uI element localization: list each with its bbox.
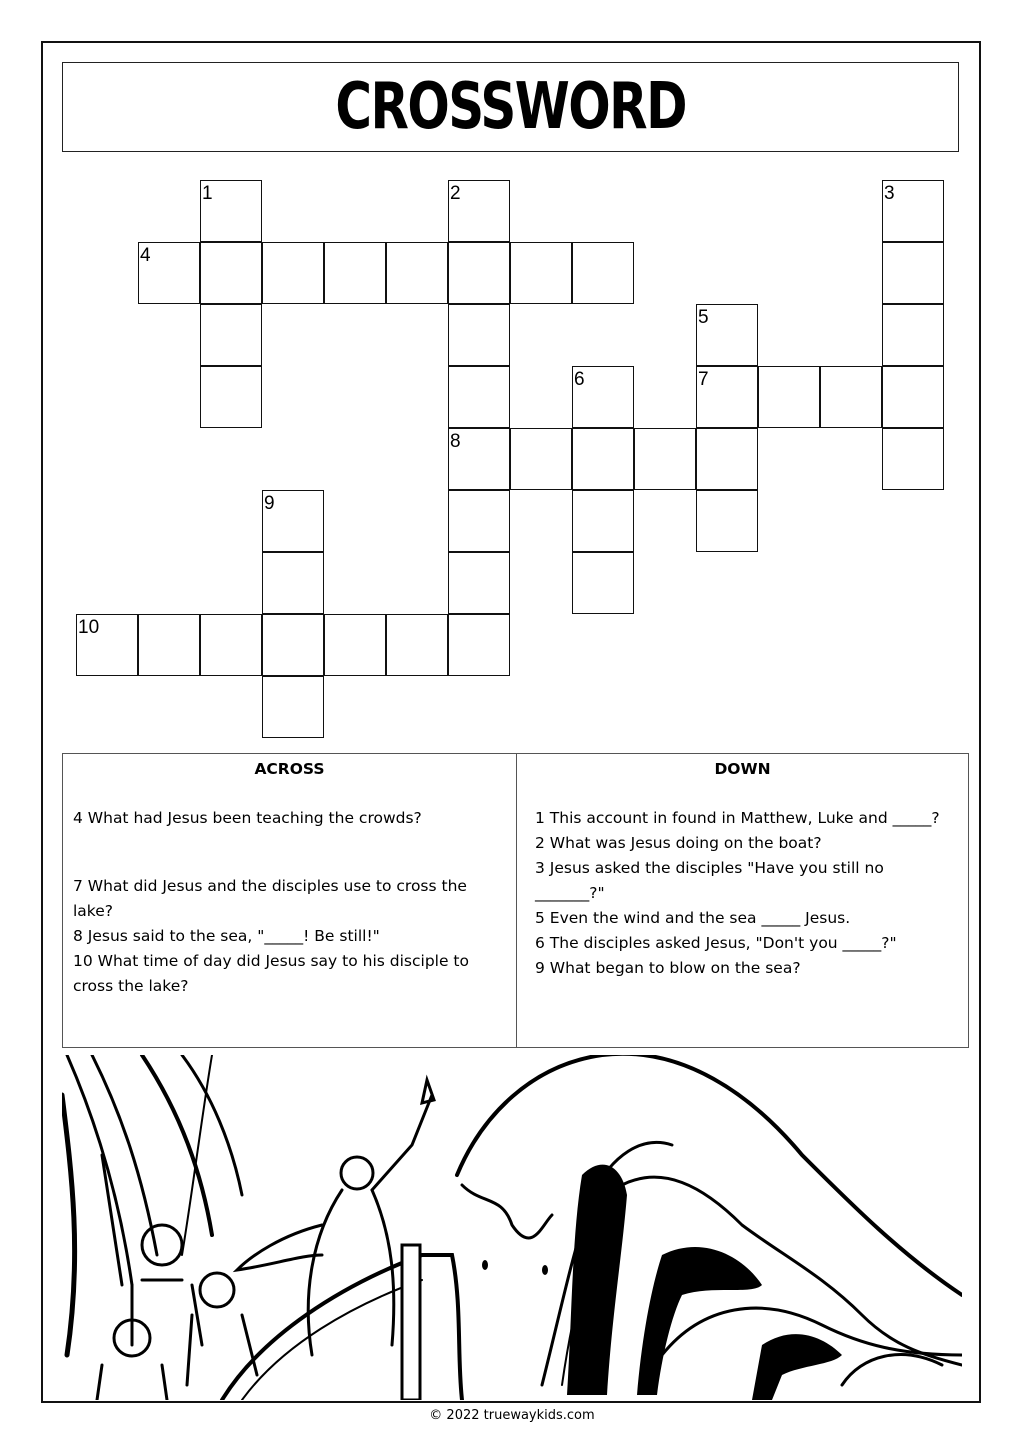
- crossword-cell[interactable]: [448, 552, 510, 614]
- across-clue-7: 7 What did Jesus and the disciples use to cross the lake?: [73, 877, 467, 920]
- crossword-cell[interactable]: [572, 242, 634, 304]
- across-heading: ACROSS: [254, 760, 325, 778]
- across-clue-8: 8 Jesus said to the sea, "_____! Be still!": [73, 927, 380, 945]
- crossword-cell[interactable]: [200, 366, 262, 428]
- crossword-cell[interactable]: [324, 614, 386, 676]
- storm-illustration: [62, 1055, 962, 1400]
- crossword-cell[interactable]: [262, 614, 324, 676]
- crossword-cell[interactable]: [510, 242, 572, 304]
- crossword-cell[interactable]: [882, 366, 944, 428]
- clues-table: [62, 753, 969, 1048]
- clue-number: 6: [574, 369, 585, 390]
- crossword-cell[interactable]: [696, 304, 758, 366]
- down-clue-2: 2 What was Jesus doing on the boat?: [535, 834, 822, 852]
- crossword-cell[interactable]: [448, 490, 510, 552]
- down-clue-9: 9 What began to blow on the sea?: [535, 959, 801, 977]
- down-clue-6: 6 The disciples asked Jesus, "Don't you _____?": [535, 934, 897, 952]
- crossword-cell[interactable]: [572, 490, 634, 552]
- crossword-cell[interactable]: [696, 428, 758, 490]
- crossword-cell[interactable]: [262, 490, 324, 552]
- down-heading: DOWN: [714, 760, 771, 778]
- across-clues: [63, 754, 517, 1047]
- clue-number: 5: [698, 307, 709, 328]
- crossword-cell[interactable]: [386, 614, 448, 676]
- crossword-cell[interactable]: [448, 242, 510, 304]
- jesus-calms-storm-image: [62, 1055, 962, 1400]
- clue-number: 9: [264, 493, 275, 514]
- crossword-cell[interactable]: [882, 242, 944, 304]
- crossword-cell[interactable]: [76, 614, 138, 676]
- crossword-cell[interactable]: [200, 180, 262, 242]
- crossword-cell[interactable]: [634, 428, 696, 490]
- clue-number: 3: [884, 183, 895, 204]
- clue-number: 2: [450, 183, 461, 204]
- crossword-cell[interactable]: [448, 304, 510, 366]
- across-clue-list: [73, 806, 506, 999]
- crossword-cell[interactable]: [882, 304, 944, 366]
- crossword-cell[interactable]: [572, 552, 634, 614]
- crossword-cell[interactable]: [200, 242, 262, 304]
- down-clue-list: [527, 806, 958, 981]
- clue-number: 8: [450, 431, 461, 452]
- crossword-cell[interactable]: [448, 366, 510, 428]
- clue-number: 7: [698, 369, 709, 390]
- crossword-cell[interactable]: [138, 242, 200, 304]
- crossword-cell[interactable]: [696, 366, 758, 428]
- page-title: CROSSWORD: [335, 70, 686, 144]
- crossword-cell[interactable]: [572, 428, 634, 490]
- clue-number: 4: [140, 245, 151, 266]
- crossword-cell[interactable]: [262, 242, 324, 304]
- clue-number: 10: [78, 617, 100, 638]
- crossword-cell[interactable]: [448, 428, 510, 490]
- crossword-cell[interactable]: [820, 366, 882, 428]
- clue-number: 1: [202, 183, 213, 204]
- down-clue-1: 1 This account in found in Matthew, Luke and _____?: [535, 809, 940, 827]
- crossword-cell[interactable]: [386, 242, 448, 304]
- crossword-cell[interactable]: [882, 428, 944, 490]
- title-banner: [62, 62, 959, 152]
- crossword-cell[interactable]: [200, 614, 262, 676]
- down-clue-5: 5 Even the wind and the sea _____ Jesus.: [535, 909, 851, 927]
- across-clue-10: 10 What time of day did Jesus say to his disciple to cross the lake?: [73, 952, 469, 995]
- crossword-cell[interactable]: [758, 366, 820, 428]
- crossword-cell[interactable]: [510, 428, 572, 490]
- crossword-cell[interactable]: [200, 304, 262, 366]
- down-clue-3: 3 Jesus asked the disciples "Have you still no _______?": [535, 859, 884, 902]
- crossword-cell[interactable]: [696, 490, 758, 552]
- crossword-cell[interactable]: [572, 366, 634, 428]
- crossword-cell[interactable]: [324, 242, 386, 304]
- crossword-cell[interactable]: [138, 614, 200, 676]
- across-clue-4: 4 What had Jesus been teaching the crowds?: [73, 809, 422, 827]
- crossword-cell[interactable]: [882, 180, 944, 242]
- down-clues: [517, 754, 968, 1047]
- crossword-cell[interactable]: [448, 614, 510, 676]
- crossword-cell[interactable]: [448, 180, 510, 242]
- copyright-footer: © 2022 truewaykids.com: [429, 1408, 595, 1423]
- crossword-cell[interactable]: [262, 676, 324, 738]
- crossword-cell[interactable]: [262, 552, 324, 614]
